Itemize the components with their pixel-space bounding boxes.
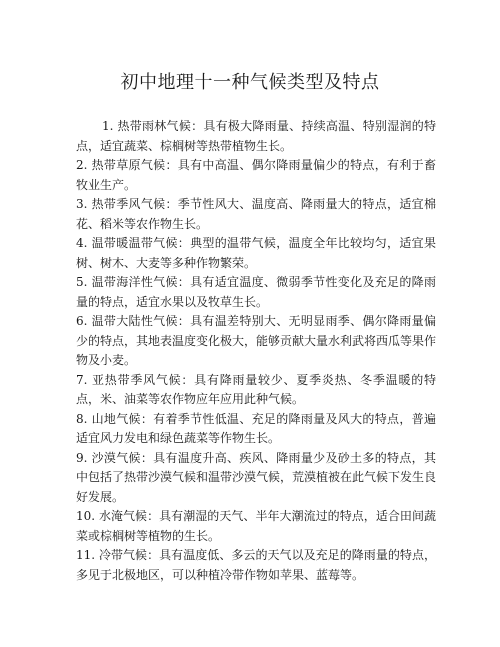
climate-item-5: 5. 温带海洋性气候：具有适宜温度、微弱季节性变化及充足的降雨量的特点，适宜水果以及牧草生长。: [76, 275, 436, 309]
climate-list: [76, 117, 436, 585]
document-title: 初中地理十一种气候类型及特点: [120, 72, 380, 93]
climate-item-10: 10. 水淹气候：具有潮湿的天气、半年大潮流过的特点，适合田间蔬菜或棕榈树等植物的生长。: [76, 509, 436, 543]
climate-item-4: 4. 温带暖温带气候：典型的温带气候，温度全年比较均匀，适宜果树、树木、大麦等多种作物繁荣。: [76, 236, 436, 270]
climate-item-7: 7. 亚热带季风气候：具有降雨量较少、夏季炎热、冬季温暖的特点，米、油菜等农作物应年应用此种气候。: [76, 372, 436, 406]
climate-item-11: 11. 冷带气候：具有温度低、多云的天气以及充足的降雨量的特点，多见于北极地区，可以种植冷带作物如苹果、蓝莓等。: [76, 548, 436, 582]
climate-item-9: 9. 沙漠气候：具有温度升高、疾风、降雨量少及砂土多的特点，其中包括了热带沙漠气候和温带沙漠气候，荒漠植被在此气候下发生良好发展。: [76, 450, 437, 504]
climate-item-6: 6. 温带大陆性气候：具有温差特别大、无明显雨季、偶尔降雨量偏少的特点，其地表温度变化极大，能够贡献大量水利武将西瓜等果作物及小麦。: [76, 314, 437, 367]
climate-item-1: 1. 热带雨林气候：具有极大降雨量、持续高温、特别湿润的特点，适宜蔬菜、棕榈树等热带植物生长。: [76, 119, 436, 153]
climate-item-8: 8. 山地气候：有着季节性低温、充足的降雨量及风大的特点，普遍适宜风力发电和绿色蔬菜等作物生长。: [76, 411, 436, 445]
climate-item-2: 2. 热带草原气候：具有中高温、偶尔降雨量偏少的特点，有利于畜牧业生产。: [76, 158, 436, 192]
climate-item-3: 3. 热带季风气候：季节性风大、温度高、降雨量大的特点，适宜棉花、稻米等农作物生长。: [76, 197, 436, 231]
